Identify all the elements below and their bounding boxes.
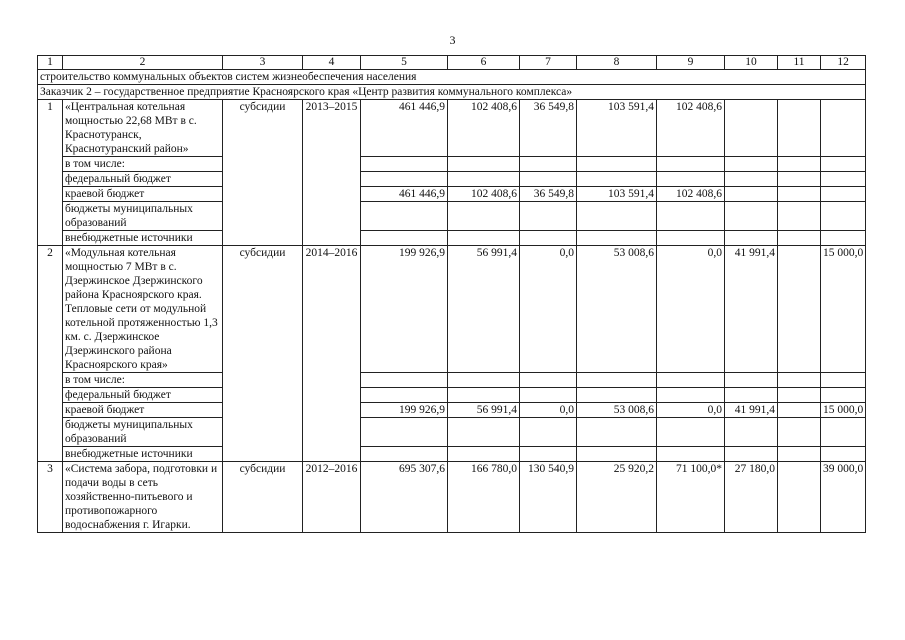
subrow-value-col-11 — [778, 403, 821, 418]
item-value-col-9: 71 100,0* — [657, 462, 725, 533]
subrow-value-col-5 — [361, 157, 448, 172]
subrow-label: в том числе: — [63, 373, 223, 388]
subrow-label: федеральный бюджет — [63, 388, 223, 403]
subrow-value-col-10 — [725, 231, 778, 246]
subrow-value-col-11 — [778, 388, 821, 403]
subrow-value-col-5 — [361, 231, 448, 246]
subrow — [38, 157, 866, 172]
subrow-value-col-8 — [577, 172, 657, 187]
subrow-value-col-9 — [657, 447, 725, 462]
subrow-label: бюджеты муниципальных образований — [63, 418, 223, 447]
subrow — [38, 388, 866, 403]
item-value-col-11 — [778, 462, 821, 533]
subrow-value-col-10 — [725, 172, 778, 187]
subrow-label: внебюджетные источники — [63, 447, 223, 462]
subrow-value-col-6 — [448, 202, 520, 231]
subrow-value-col-7: 36 549,8 — [520, 187, 577, 202]
subrow-value-col-7 — [520, 202, 577, 231]
item-row — [38, 462, 866, 533]
item-value-col-10: 41 991,4 — [725, 246, 778, 373]
item-funding-type: субсидии — [223, 246, 303, 462]
table-body — [38, 56, 866, 533]
subrow-value-col-12 — [821, 202, 866, 231]
subrow-value-col-8 — [577, 202, 657, 231]
subrow-value-col-7 — [520, 418, 577, 447]
item-value-col-5: 461 446,9 — [361, 100, 448, 157]
item-value-col-7: 36 549,8 — [520, 100, 577, 157]
item-value-col-7: 0,0 — [520, 246, 577, 373]
column-number: 8 — [577, 56, 657, 70]
subrow-value-col-12 — [821, 388, 866, 403]
subrow-value-col-10 — [725, 187, 778, 202]
item-funding-type: субсидии — [223, 100, 303, 246]
subrow-label: бюджеты муниципальных образований — [63, 202, 223, 231]
subrow-value-col-5: 199 926,9 — [361, 403, 448, 418]
subrow-value-col-12 — [821, 157, 866, 172]
subrow-value-col-7 — [520, 447, 577, 462]
subrow-value-col-8 — [577, 157, 657, 172]
item-row — [38, 100, 866, 157]
subrow-value-col-8: 103 591,4 — [577, 187, 657, 202]
subrow-label: в том числе: — [63, 157, 223, 172]
subrow-value-col-6 — [448, 373, 520, 388]
subrow-value-col-8 — [577, 373, 657, 388]
column-number: 12 — [821, 56, 866, 70]
item-value-col-9: 0,0 — [657, 246, 725, 373]
item-value-col-8: 53 008,6 — [577, 246, 657, 373]
subrow-value-col-10 — [725, 447, 778, 462]
subrow-label: федеральный бюджет — [63, 172, 223, 187]
subrow-value-col-5 — [361, 418, 448, 447]
item-number: 2 — [38, 246, 63, 462]
subrow — [38, 172, 866, 187]
section-row — [38, 70, 866, 85]
item-number: 3 — [38, 462, 63, 533]
subrow-value-col-12 — [821, 418, 866, 447]
subrow-value-col-5 — [361, 447, 448, 462]
item-value-col-12: 15 000,0 — [821, 246, 866, 373]
subrow-value-col-11 — [778, 202, 821, 231]
column-number: 9 — [657, 56, 725, 70]
subrow-value-col-12 — [821, 187, 866, 202]
subrow-value-col-7: 0,0 — [520, 403, 577, 418]
item-value-col-5: 199 926,9 — [361, 246, 448, 373]
subrow-value-col-9 — [657, 388, 725, 403]
item-row — [38, 246, 866, 373]
subrow-value-col-8 — [577, 388, 657, 403]
subrow-value-col-9 — [657, 231, 725, 246]
subrow-value-col-6 — [448, 388, 520, 403]
subrow — [38, 403, 866, 418]
column-number-row — [38, 56, 866, 70]
subrow-value-col-11 — [778, 157, 821, 172]
subrow-value-col-5 — [361, 172, 448, 187]
subrow-value-col-5 — [361, 373, 448, 388]
column-number: 10 — [725, 56, 778, 70]
subrow-value-col-6: 102 408,6 — [448, 187, 520, 202]
item-funding-type: субсидии — [223, 462, 303, 533]
item-period: 2014–2016 — [303, 246, 361, 462]
subrow-value-col-6 — [448, 172, 520, 187]
subrow-value-col-7 — [520, 388, 577, 403]
subrow — [38, 202, 866, 231]
column-number: 4 — [303, 56, 361, 70]
item-name: «Система забора, подготовки и подачи воды в сеть хозяйственно-питьевого и противопожарного водоснабжения г. Игарки. — [63, 462, 223, 533]
item-value-col-8: 103 591,4 — [577, 100, 657, 157]
subrow-value-col-9 — [657, 172, 725, 187]
section-title: строительство коммунальных объектов систем жизнеобеспечения населения — [38, 70, 866, 85]
subrow-value-col-8 — [577, 447, 657, 462]
subrow — [38, 447, 866, 462]
subrow-value-col-9 — [657, 157, 725, 172]
subrow-label: краевой бюджет — [63, 187, 223, 202]
subrow-value-col-12 — [821, 373, 866, 388]
subrow-value-col-10 — [725, 202, 778, 231]
subrow-value-col-10 — [725, 388, 778, 403]
customer-row — [38, 85, 866, 100]
subrow — [38, 373, 866, 388]
subrow-value-col-9 — [657, 373, 725, 388]
subrow-value-col-5 — [361, 202, 448, 231]
customer-title: Заказчик 2 – государственное предприятие Красноярского края «Центр развития коммунального комплекса» — [38, 85, 866, 100]
subrow-value-col-9 — [657, 202, 725, 231]
column-number: 2 — [63, 56, 223, 70]
subrow-value-col-10: 41 991,4 — [725, 403, 778, 418]
subrow-value-col-10 — [725, 157, 778, 172]
subrow-value-col-8 — [577, 231, 657, 246]
item-value-col-11 — [778, 100, 821, 157]
subrow-value-col-6 — [448, 447, 520, 462]
item-name: «Модульная котельная мощностью 7 МВт в с. Дзержинское Дзержинского района Красноярского края. Тепловые сети от модульной котельной протяженностью 1,3 км. с. Дзержинское Дзержинского района Красноярского края» — [63, 246, 223, 373]
item-value-col-12 — [821, 100, 866, 157]
item-value-col-10: 27 180,0 — [725, 462, 778, 533]
subrow-value-col-12 — [821, 447, 866, 462]
subrow — [38, 418, 866, 447]
subrow-value-col-9: 0,0 — [657, 403, 725, 418]
subrow-value-col-7 — [520, 231, 577, 246]
item-period: 2012–2016 — [303, 462, 361, 533]
subrow-value-col-11 — [778, 231, 821, 246]
item-value-col-9: 102 408,6 — [657, 100, 725, 157]
subrow-value-col-6 — [448, 231, 520, 246]
subrow-value-col-12 — [821, 231, 866, 246]
subrow-value-col-5 — [361, 388, 448, 403]
subrow-value-col-10 — [725, 373, 778, 388]
subrow-value-col-11 — [778, 172, 821, 187]
subrow-value-col-9 — [657, 418, 725, 447]
subrow-value-col-5: 461 446,9 — [361, 187, 448, 202]
item-value-col-10 — [725, 100, 778, 157]
item-value-col-11 — [778, 246, 821, 373]
subrow-value-col-6: 56 991,4 — [448, 403, 520, 418]
subrow — [38, 187, 866, 202]
subrow-value-col-11 — [778, 418, 821, 447]
subrow-value-col-9: 102 408,6 — [657, 187, 725, 202]
column-number: 5 — [361, 56, 448, 70]
subrow-label: краевой бюджет — [63, 403, 223, 418]
item-value-col-7: 130 540,9 — [520, 462, 577, 533]
item-value-col-6: 166 780,0 — [448, 462, 520, 533]
item-period: 2013–2015 — [303, 100, 361, 246]
page-number: 3 — [449, 33, 456, 47]
item-name: «Центральная котельная мощностью 22,68 МВт в с. Краснотуранск, Краснотуранский район» — [63, 100, 223, 157]
column-number: 11 — [778, 56, 821, 70]
subrow-value-col-6 — [448, 418, 520, 447]
subrow-value-col-12: 15 000,0 — [821, 403, 866, 418]
subrow-value-col-11 — [778, 447, 821, 462]
column-number: 6 — [448, 56, 520, 70]
column-number: 1 — [38, 56, 63, 70]
subrow-value-col-6 — [448, 157, 520, 172]
subrow-value-col-7 — [520, 373, 577, 388]
subrow-value-col-11 — [778, 187, 821, 202]
subrow-value-col-7 — [520, 172, 577, 187]
subrow-label: внебюджетные источники — [63, 231, 223, 246]
item-number: 1 — [38, 100, 63, 246]
subrow-value-col-8 — [577, 418, 657, 447]
subrow — [38, 231, 866, 246]
subrow-value-col-11 — [778, 373, 821, 388]
item-value-col-5: 695 307,6 — [361, 462, 448, 533]
subrow-value-col-7 — [520, 157, 577, 172]
column-number: 7 — [520, 56, 577, 70]
funding-table — [37, 55, 866, 533]
subrow-value-col-12 — [821, 172, 866, 187]
item-value-col-8: 25 920,2 — [577, 462, 657, 533]
subrow-value-col-10 — [725, 418, 778, 447]
item-value-col-6: 56 991,4 — [448, 246, 520, 373]
column-number: 3 — [223, 56, 303, 70]
item-value-col-6: 102 408,6 — [448, 100, 520, 157]
item-value-col-12: 39 000,0 — [821, 462, 866, 533]
subrow-value-col-8: 53 008,6 — [577, 403, 657, 418]
